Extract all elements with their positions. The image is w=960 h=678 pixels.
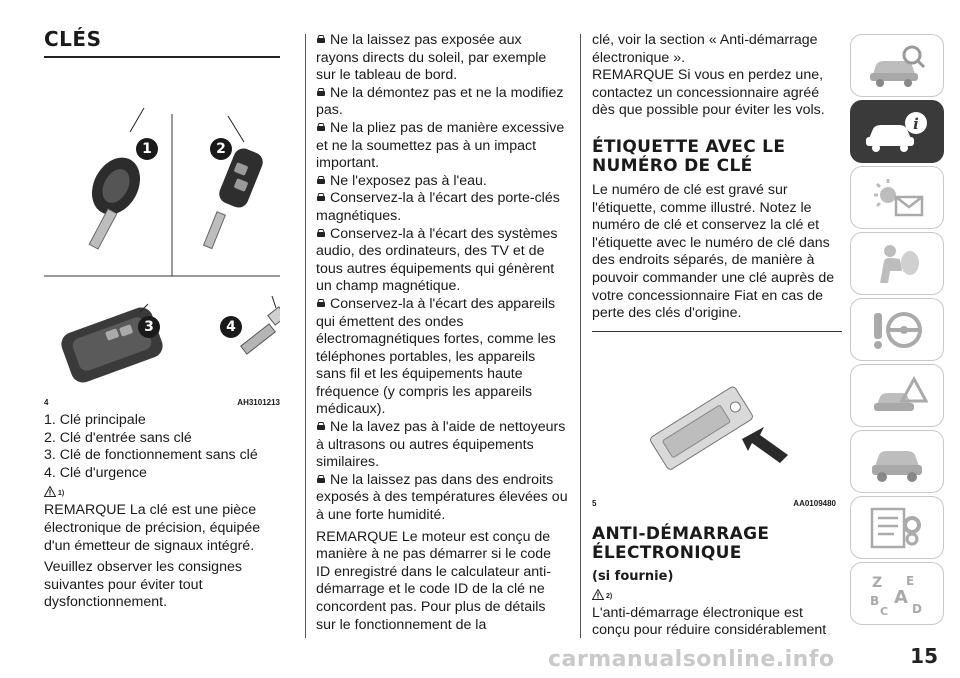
figure-keys xyxy=(44,64,280,407)
figure-key-tag xyxy=(592,331,842,511)
sidebar-item-emergency[interactable] xyxy=(850,364,944,427)
bullet-text: Conservez-la à l'écart des appareils qui émettent des ondes électromagnétiques fortes, comme les téléphones portables, les appareils sans fil et les équipements haute fréquence (y compris les appareils médicaux). xyxy=(316,295,556,418)
key-list xyxy=(44,412,280,482)
car-bullet-icon xyxy=(316,85,326,95)
column-divider xyxy=(580,34,581,638)
bullet-text: Ne la lavez pas à l'aide de nettoyeurs à ultrasons ou autres équipements similaires. xyxy=(316,419,566,471)
figure-number: 5 xyxy=(592,498,597,508)
sidebar-item-starting-driving[interactable] xyxy=(850,298,944,361)
bullet-list xyxy=(316,32,568,525)
bullet-text: Conservez-la à l'écart des porte-clés magnétiques. xyxy=(316,190,560,224)
list-item xyxy=(316,32,568,85)
car-service-icon xyxy=(866,439,928,485)
warning-reference xyxy=(592,587,612,600)
immobilizer-subtitle: (si fournie) xyxy=(592,568,674,584)
callout-1: 1 xyxy=(136,138,158,160)
car-bullet-icon xyxy=(316,472,326,482)
figure-code: AH3101213 xyxy=(237,398,280,407)
continued-paragraph: clé, voir la section « Anti-démarrage électronique ». xyxy=(592,32,818,66)
sidebar-item-safety[interactable] xyxy=(850,232,944,295)
bullet-text: Ne la laissez pas dans des endroits exposés à des températures élevées ou à une forte humidité. xyxy=(316,471,568,524)
specs-gear-icon xyxy=(866,505,928,551)
figure-code: AA0109480 xyxy=(793,498,836,508)
chapter-sidebar xyxy=(850,34,944,628)
svg-text:i: i xyxy=(913,114,919,133)
section-title: CLÉS xyxy=(44,27,102,51)
page-number: 15 xyxy=(910,644,938,668)
alphabetical-index-icon xyxy=(866,571,928,617)
callout-2: 2 xyxy=(210,138,232,160)
car-bullet-icon xyxy=(316,296,326,306)
sidebar-item-index[interactable] xyxy=(850,562,944,625)
column-3 xyxy=(592,32,842,640)
car-magnifier-icon xyxy=(866,43,928,89)
column-2 xyxy=(316,32,568,634)
bullet-text: Ne la laissez pas exposée aux rayons directs du soleil, par exemple sur le tableau de bord. xyxy=(316,32,547,84)
main-key-drawing xyxy=(82,108,149,249)
keyless-entry-key-drawing xyxy=(204,116,266,249)
list-item xyxy=(316,173,568,191)
list-item: 4. Clé d'urgence xyxy=(44,464,147,481)
airbag-seat-icon xyxy=(866,241,928,287)
warning-reference xyxy=(44,484,64,497)
keys-illustration xyxy=(44,64,280,394)
bullet-text: Ne la démontez pas et ne la modifiez pas. xyxy=(316,84,564,119)
list-item xyxy=(316,226,568,296)
heading-line: NUMÉRO DE CLÉ xyxy=(592,155,753,176)
roadside-warning-icon xyxy=(866,373,928,419)
car-bullet-icon xyxy=(316,226,326,236)
car-bullet-icon xyxy=(316,32,326,42)
emergency-key-drawing xyxy=(241,296,280,354)
sidebar-item-technical-data[interactable] xyxy=(850,496,944,559)
warning-triangle-icon xyxy=(44,486,56,497)
svg-text:B: B xyxy=(870,593,880,608)
instructions-paragraph: Veuillez observer les consignes suivantes pour éviter tout dysfonctionnement. xyxy=(44,559,242,611)
car-bullet-icon xyxy=(316,419,326,429)
watermark: carmanualsonline.info xyxy=(548,647,835,672)
svg-text:D: D xyxy=(912,601,922,616)
figure-number: 4 xyxy=(44,398,49,407)
heading-line: ANTI-DÉMARRAGE xyxy=(592,523,770,544)
list-item: 1. Clé principale xyxy=(44,412,146,428)
list-item xyxy=(316,419,568,472)
sidebar-item-car-overview[interactable] xyxy=(850,34,944,97)
warning-reference-label: 2) xyxy=(606,592,613,600)
title-rule xyxy=(44,56,280,58)
column-1 xyxy=(44,28,280,612)
lost-key-remark: REMARQUE Si vous en perdez une, contactez un concessionnaire agréé dès que possible pour éviter les vols. xyxy=(592,67,825,119)
column-divider xyxy=(305,34,306,638)
sidebar-item-warning-lights[interactable] xyxy=(850,166,944,229)
immobilizer-heading xyxy=(592,525,842,563)
warning-reference-label: 1) xyxy=(58,490,65,498)
callout-4: 4 xyxy=(220,316,242,338)
immobilizer-paragraph: L'anti-démarrage électronique est conçu pour réduire considérablement xyxy=(592,604,827,639)
bullet-text: Conservez-la à l'écart des systèmes audio, des ordinateurs, des TV et de tous autres équipements qui génèrent un champ magnétique. xyxy=(316,225,558,295)
list-item xyxy=(316,120,568,173)
list-item: 3. Clé de fonctionnement sans clé xyxy=(44,447,258,464)
car-info-icon xyxy=(864,109,930,155)
sidebar-item-maintenance[interactable] xyxy=(850,430,944,493)
figure-rule xyxy=(592,331,842,332)
list-item: 2. Clé d'entrée sans clé xyxy=(44,429,192,446)
list-item xyxy=(316,472,568,525)
car-bullet-icon xyxy=(316,190,326,200)
car-bullet-icon xyxy=(316,120,326,130)
car-bullet-icon xyxy=(316,173,326,183)
list-item xyxy=(316,190,568,225)
list-item xyxy=(316,85,568,120)
key-tag-illustration xyxy=(592,339,842,499)
callout-3: 3 xyxy=(138,316,160,338)
heading-line: ÉLECTRONIQUE xyxy=(592,542,742,563)
engine-remark-paragraph: REMARQUE Le moteur est conçu de manière à ne pas démarrer si le code ID enregistré dans le calculateur anti-démarrage et le code ID de la clé ne concordent pas. Pour plus de détails sur le fonctionnement de la xyxy=(316,528,552,633)
list-item xyxy=(316,296,568,419)
svg-text:E: E xyxy=(906,573,915,588)
steering-key-icon xyxy=(866,307,928,353)
warning-lights-icon xyxy=(866,175,928,221)
svg-text:Z: Z xyxy=(872,574,883,591)
sidebar-item-car-info[interactable] xyxy=(850,100,944,163)
bullet-text: Ne la pliez pas de manière excessive et ne la soumettez pas à un impact important. xyxy=(316,119,565,172)
key-label-paragraph: Le numéro de clé est gravé sur l'étiquette, comme illustré. Notez le numéro de clé et conservez la clé et l'étiquette avec le numéro de clé dans des endroits séparés, de manière à pouvoir commander une clé auprès de votre concessionnaire Fiat en cas de perte des clés d'origine. xyxy=(592,181,835,322)
key-label-heading xyxy=(592,138,842,176)
heading-line: ÉTIQUETTE AVEC LE xyxy=(592,136,786,157)
bullet-text: Ne l'exposez pas à l'eau. xyxy=(330,172,487,189)
remark-paragraph: REMARQUE La clé est une pièce électronique de précision, équipée d'un émetteur de signaux intégré. xyxy=(44,502,261,554)
svg-text:C: C xyxy=(880,604,889,617)
warning-triangle-icon xyxy=(592,589,604,600)
svg-text:A: A xyxy=(894,586,908,608)
